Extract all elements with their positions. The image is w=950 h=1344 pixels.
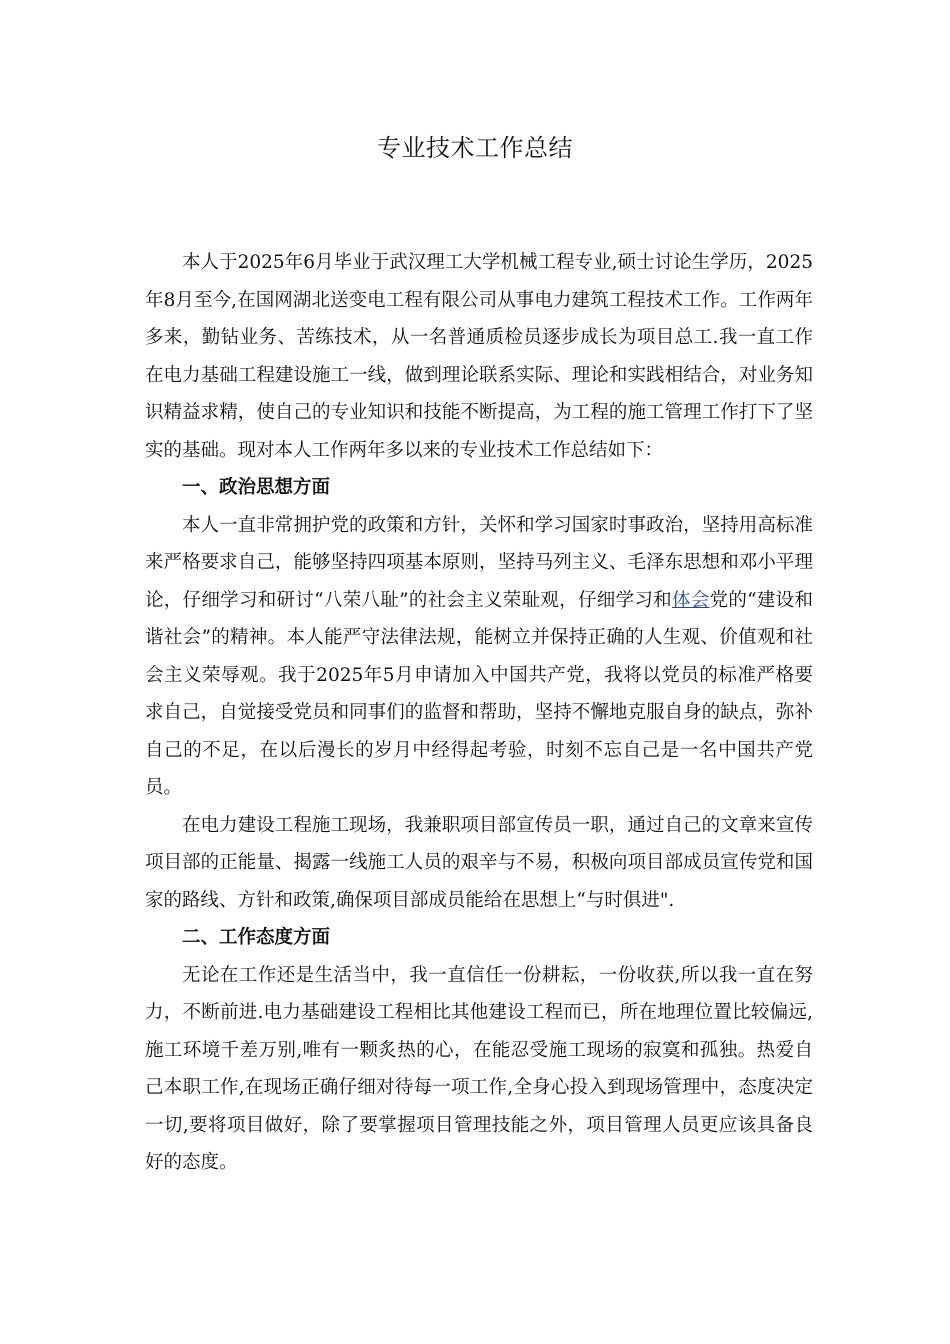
section-heading-attitude: 二、工作态度方面 — [182, 927, 331, 948]
political-paragraph-1-text-after: 党的“建设和谐社会”的精神。本人能严守法律法规，能树立并保持正确的人生观、价值观和社会主义荣辱观。我于2025年5月申请加入中国共产党，我将以党员的标准严格要求自己，自觉接受党员和同事们的监督和帮助，坚持不懈地克服自身的缺点，弥补自己的不足，在以后漫长的岁月中经得起考验，时刻不忘自己是一名中国共产党员。 — [145, 589, 813, 798]
political-paragraph-2: 在电力建设工程施工现场，我兼职项目部宣传员一职，通过自己的文章来宣传项目部的正能量、揭露一线施工人员的艰辛与不易，积极向项目部成员宣传党和国家的路线、方针和政策,确保项目部成员能给在思想上“与时俱进". — [145, 814, 813, 911]
political-paragraph-1-text-before: 本人一直非常拥护党的政策和方针，关怀和学习国家时事政治，坚持用高标准来严格要求自己，能够坚持四项基本原则，坚持马列主义、毛泽东思想和邓小平理论，仔细学习和研讨“八荣八耻”的社会主义荣耻观，仔细学习和 — [145, 514, 813, 611]
attitude-paragraph-1: 无论在工作还是生活当中，我一直信任一份耕耘，一份收获,所以我一直在努力，不断前进.电力基础建设工程相比其他建设工程而已，所在地理位置比较偏远,施工环境千差万别,唯有一颗炙热的心，在能忍受施工现场的寂寞和孤独。热爱自己本职工作,在现场正确仔细对待每一项工作,全身心投入到现场管理中，态度决定一切,要将项目做好，除了要掌握项目管理技能之外，项目管理人员更应该具备良好的态度。 — [145, 964, 813, 1173]
tihui-link[interactable]: 体会 — [671, 589, 710, 611]
document-body — [145, 244, 813, 1182]
political-paragraph-1 — [145, 507, 813, 807]
section-heading-political: 一、政治思想方面 — [182, 477, 331, 498]
document-title: 专业技术工作总结 — [377, 134, 573, 162]
intro-paragraph: 本人于2025年6月毕业于武汉理工大学机械工程专业,硕士讨论生学历，2025年8月至今,在国网湖北送变电工程有限公司从事电力建筑工程技术工作。工作两年多来，勤钻业务、苦练技术，从一名普通质检员逐步成长为项目总工.我一直工作在电力基础工程建设施工一线，做到理论联系实际、理论和实践相结合，对业务知识精益求精，使自己的专业知识和技能不断提高，为工程的施工管理工作打下了坚实的基础。现对本人工作两年多以来的专业技术工作总结如下： — [145, 252, 813, 461]
